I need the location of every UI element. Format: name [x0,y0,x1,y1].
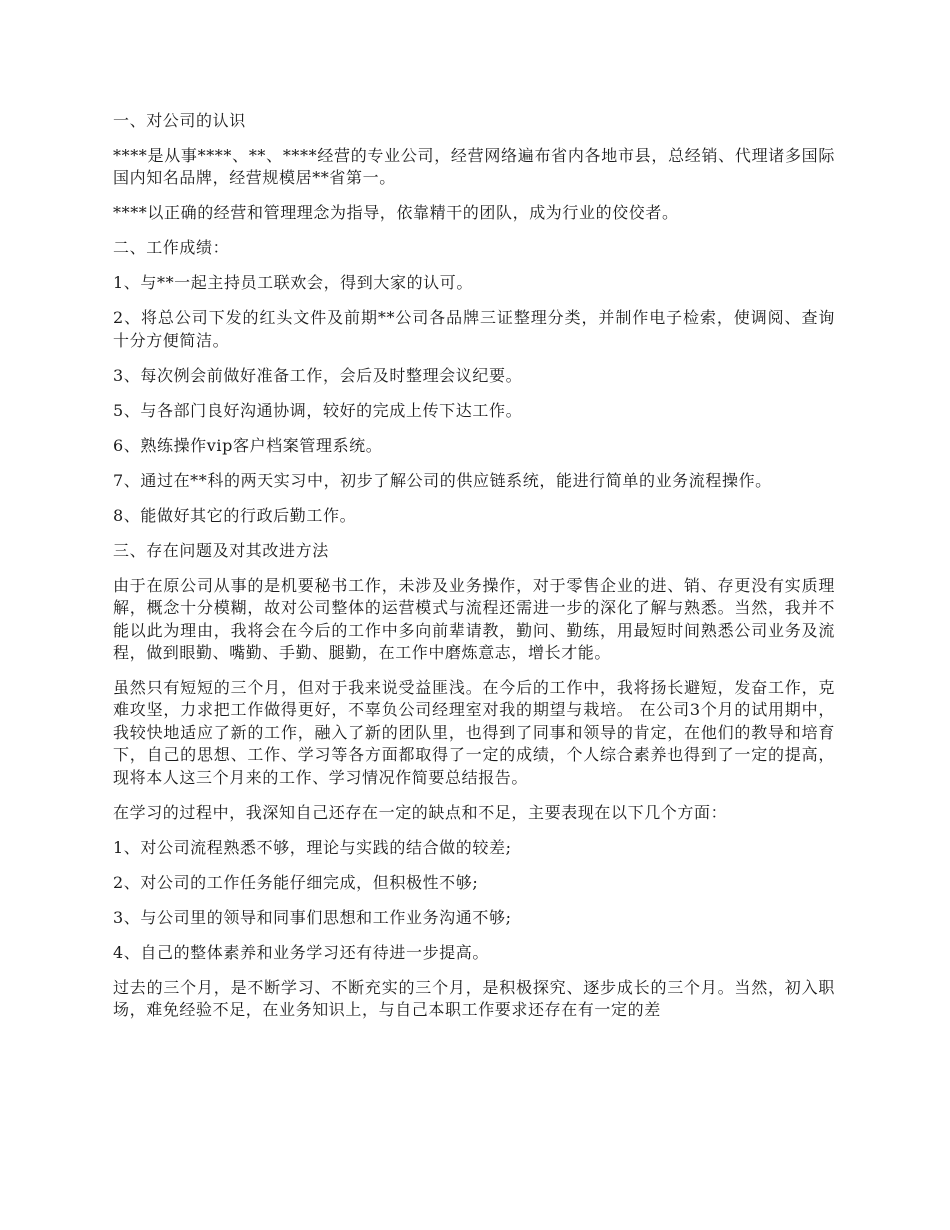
list-item-shortcoming-1: 1、对公司流程熟悉不够，理论与实践的结合做的较差; [113,837,512,857]
list-item-shortcoming-2: 2、对公司的工作任务能仔细完成，但积极性不够; [113,872,479,892]
paragraph-conclusion: 过去的三个月，是不断学习、不断充实的三个月，是积极探究、逐步成长的三个月。当然，初入职场，难免经验不足，在业务知识上，与自己本职工作要求还存在有一定的差 [113,977,835,1020]
paragraph-company-philosophy: ****以正确的经营和管理理念为指导，依靠精干的团队，成为行业的佼佼者。 [113,203,679,223]
list-item-shortcoming-3: 3、与公司里的领导和同事们思想和工作业务沟通不够; [113,907,512,927]
list-item-achievement-1: 1、与**一起主持员工联欢会，得到大家的认可。 [113,273,473,293]
section-heading-achievements: 二、工作成绩： [113,238,230,258]
paragraph-problems-background: 由于在原公司从事的是机要秘书工作，未涉及业务操作，对于零售企业的进、销、存更没有实质理解，概念十分模糊，故对公司整体的运营模式与流程还需进一步的深化了解与熟悉。当然，我并不能以此为理由，我将会在今后的工作中多向前辈请教，勤问、勤练，用最短时间熟悉公司业务及流程，做到眼勤、嘴勤、手勤、腿勤，在工作中磨炼意志，增长才能。 [113,575,835,663]
document-body [113,110,835,1034]
list-item-shortcoming-4: 4、自己的整体素养和业务学习还有待进一步提高。 [113,942,489,962]
list-item-achievement-5: 5、与各部门良好沟通协调，较好的完成上传下达工作。 [113,400,523,420]
paragraph-company-intro: ****是从事****、**、****经营的专业公司，经营网络遍布省内各地市县，总经销、代理诸多国际国内知名品牌，经营规模居**省第一。 [113,146,835,188]
list-item-achievement-3: 3、每次例会前做好准备工作，会后及时整理会议纪要。 [113,365,523,385]
list-item-achievement-6: 6、熟练操作vip客户档案管理系统。 [113,435,383,455]
list-item-achievement-7: 7、通过在**科的两天实习中，初步了解公司的供应链系统，能进行简单的业务流程操作。 [113,470,772,490]
section-heading-problems: 三、存在问题及对其改进方法 [113,540,329,560]
list-item-achievement-8: 8、能做好其它的行政后勤工作。 [113,505,357,525]
list-item-achievement-2: 2、将总公司下发的红头文件及前期**公司各品牌三证整理分类，并制作电子检索，使调阅、查询十分方便简洁。 [113,308,835,350]
paragraph-probation-summary: 虽然只有短短的三个月，但对于我来说受益匪浅。在今后的工作中，我将扬长避短，发奋工作，克难攻坚，力求把工作做得更好，不辜负公司经理室对我的期望与栽培。 在公司3个月的试用期中，我较快地适应了新的工作，融入了新的团队里，也得到了同事和领导的肯定，在他们的教导和培育下，自己的思想、工作、学习等各方面都取得了一定的成绩，个人综合素养也得到了一定的提高，现将本人这三个月来的工作、学习情况作简要总结报告。 [113,678,835,787]
paragraph-shortcomings-intro: 在学习的过程中，我深知自己还存在一定的缺点和不足，主要表现在以下几个方面： [113,802,728,822]
section-heading-company: 一、对公司的认识 [113,111,246,130]
